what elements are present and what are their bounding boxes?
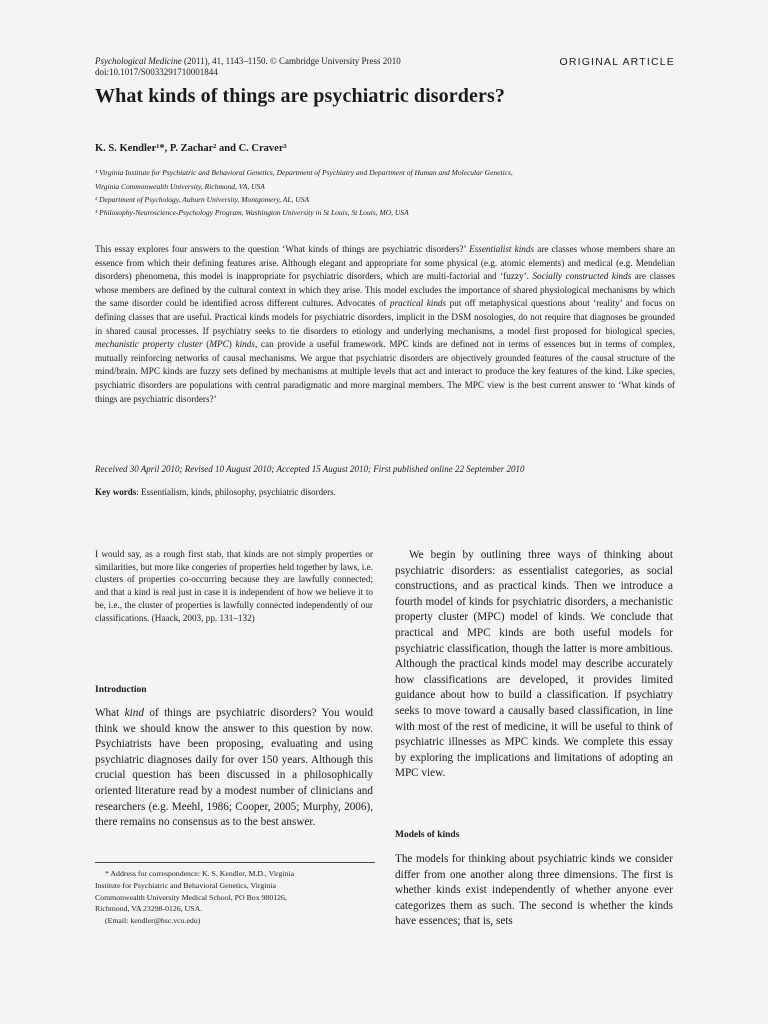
- affiliation-1-cont: Virginia Commonwealth University, Richmond, VA, USA: [95, 182, 265, 191]
- citation-line: [95, 56, 401, 67]
- citation-details: (2011), 41, 1143–1150. © Cambridge University Press 2010: [183, 56, 401, 66]
- affiliation-1: ¹ Virginia Institute for Psychiatric and Behavioral Genetics, Department of Psychiatry and Department of Human and Molecular Genetics,: [95, 168, 513, 177]
- right-column-paragraph: We begin by outlining three ways of thinking about psychiatric disorders: as essentialist categories, as social constructions, and as practical kinds. Then we introduce a fourth model of kinds for psychiatric disorders, a mechanistic property cluster (MPC) model of kinds. We conclude that practical and MPC kinds are both useful models for psychiatric classification, though the latter is more ambitious. Although the practical kinds model may describe accurately how classifications are developed, it provides limited guidance about how to build a classification. If psychiatry seeks to move toward a causally based classification, in line with most of the rest of medicine, it will be useful to think of psychiatric illnesses as MPC kinds. We complete this essay by exploring the implications and limitations of adopting an MPC view.: [395, 549, 673, 780]
- section-heading-models-of-kinds: Models of kinds: [395, 830, 460, 840]
- keywords-text: : Essentialism, kinds, philosophy, psychiatric disorders.: [136, 487, 336, 497]
- section-heading-introduction: Introduction: [95, 685, 147, 695]
- affiliation-3: ³ Philosophy-Neuroscience-Psychology Program, Washington University in St Louis, St Louis, MO, USA: [95, 208, 409, 217]
- term-mpc: mechanistic property cluster: [95, 339, 203, 350]
- footnote-divider: [95, 862, 375, 863]
- epigraph-quote: I would say, as a rough first stab, that kinds are not simply properties or similarities, but more like congeries of properties held together by laws, i.e. clusters of properties co-occurring because they are lawfully connected; and that a kind is real just in case it is independent of how we believe it to be, i.e., the cluster of properties is lawfully connected independently of our classifications. (Haack, 2003, pp. 131–132): [95, 549, 373, 623]
- term-practical-kinds: practical kinds: [390, 298, 447, 309]
- journal-name: Psychological Medicine: [95, 56, 182, 66]
- doi: doi:10.1017/S0033291710001844: [95, 67, 218, 77]
- term-socially-constructed-kinds: Socially constructed kinds: [532, 271, 632, 282]
- affiliation-2: ² Department of Psychology, Auburn University, Montgomery, AL, USA: [95, 195, 310, 204]
- models-paragraph: The models for thinking about psychiatric kinds we consider differ from one another along three dimensions. The first is whether kinds exist independently of whether anyone ever categorizes them as such. The second is whether the kinds have essences; that is, sets: [395, 853, 673, 928]
- keywords-label: Key words: [95, 487, 137, 497]
- abstract: This essay explores four answers to the question ‘What kinds of things are psychiatric disorders?’ Essentialist kinds are classes whose members share an essence from which their defining features arise. Although elegant and appropriate for some physical (e.g. atomic elements) and medical (e.g. Mendelian disorders) phenomena, this model is inappropriate for psychiatric disorders, which are multi-factorial and ‘fuzzy’. Socially constructed kinds are classes whose members are defined by the cultural context in which they arise. This model excludes the importance of shared physiological mechanisms by which the same disorder could be identified across different cultures. Advocates of practical kinds put off metaphysical questions about ‘reality’ and focus on defining classes that are useful. Practical kinds models for psychiatric disorders, implicit in the DSM nosologies, do not require that diagnoses be grounded in shared causal processes. If psychiatry seeks to tie disorders to etiology and underlying mechanisms, a model first proposed for biological species, mechanistic property cluster (MPC) kinds, can provide a useful framework. MPC kinds are defined not in terms of essences but in terms of complex, mutually reinforcing networks of causal mechanisms. We argue that psychiatric disorders are objectively grounded features of the causal structure of the mind/brain. MPC kinds are fuzzy sets defined by mechanisms at multiple levels that act and interact to produce the key features of the kind. Like species, psychiatric disorders are populations with central paradigmatic and more marginal members. The MPC view is the best current answer to ‘What kinds of things are psychiatric disorders?’: [95, 244, 676, 404]
- keywords: [95, 487, 336, 497]
- author-list: K. S. Kendler¹*, P. Zachar² and C. Craver³: [95, 143, 287, 154]
- term-essentialist-kinds: Essentialist kinds: [469, 244, 535, 254]
- introduction-paragraph: What kind of things are psychiatric disorders? You would think we should know the answer to this question by now. Psychiatrists have been proposing, evaluating and using psychiatric diagnoses daily for over 150 years. Although this crucial question has been discussed in a philosophically oriented literature read by a modest number of clinicians and researchers (e.g. Meehl, 1986; Cooper, 2005; Murphy, 2006), there remains no consensus as to the best answer.: [95, 707, 374, 829]
- article-type-label: ORIGINAL ARTICLE: [559, 56, 675, 68]
- publication-dates: Received 30 April 2010; Revised 10 August 2010; Accepted 15 August 2010; First published online 22 September 2010: [95, 464, 525, 474]
- correspondence-footnote: * Address for correspondence: K. S. Kendler, M.D., Virginia Institute for Psychiatric and Behavioral Genetics, Virginia Commonwealth University Medical School, PO Box 980126, Richmond, VA 23298-0126, USA. (Email: kendler@hsc.vcu.edu): [95, 869, 295, 926]
- article-title: What kinds of things are psychiatric disorders?: [95, 85, 505, 107]
